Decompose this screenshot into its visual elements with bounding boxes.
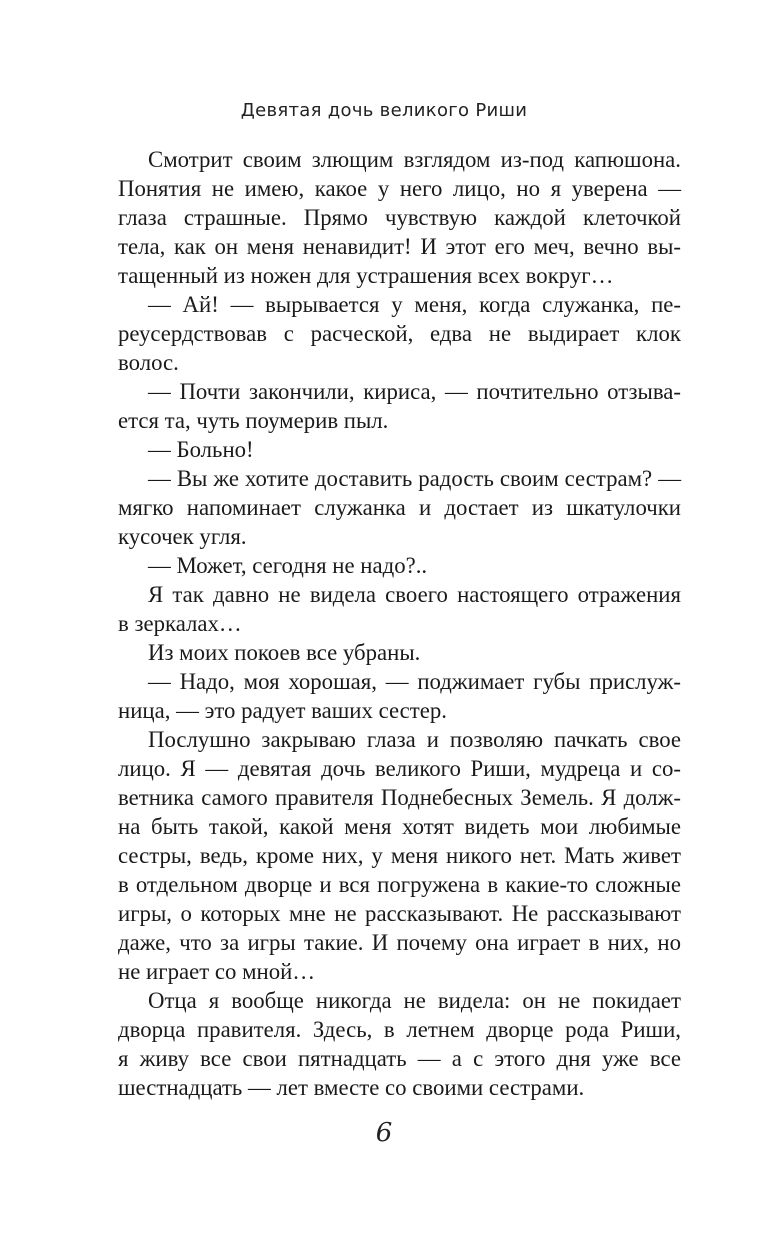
text-line: ветника самого правителя Поднебесных Земель. Я долж- [118,785,681,810]
paragraph [118,464,681,551]
text-line: — Ай! — вырывается у меня, когда служанка, пе- [148,292,681,317]
paragraph [118,580,681,638]
text-line: Смотрит своим злющим взглядом из-под капюшона. [148,147,681,172]
text-line: Из моих покоев все убраны. [148,640,421,665]
text-line: не играет со мной… [118,959,316,984]
text-line: ница, — это радует ваших сестер. [118,698,447,723]
text-line: волос. [118,350,179,375]
text-line: в зеркалах… [118,611,242,636]
paragraph [118,667,681,725]
paragraph [118,435,681,464]
text-line: ется та, чуть поумерив пыл. [118,408,389,433]
text-line: — Может, сегодня не надо?.. [148,553,428,578]
text-line: — Больно! [148,437,254,462]
text-line: Послушно закрываю глаза и позволяю пачкать свое [148,727,681,752]
paragraph [118,638,681,667]
running-header: Девятая дочь великого Риши [240,100,528,121]
paragraph [118,986,681,1102]
paragraph [118,290,681,377]
text-line: Понятия не имею, какое у него лицо, но я уверена — [118,176,681,201]
paragraph [118,725,681,986]
body-text [118,145,681,1102]
text-line: — Вы же хотите доставить радость своим сестрам? — [148,466,681,491]
text-line: реусердствовав с расческой, едва не выдирает клок [118,321,681,346]
text-line: игры, о которых мне не рассказывают. Не рассказывают [118,901,681,926]
text-line: я живу все свои пятнадцать — а с этого дня уже все [118,1046,681,1071]
text-line: Отца я вообще никогда не видела: он не покидает [148,988,681,1013]
text-line: тащенный из ножен для устрашения всех вокруг… [118,263,614,288]
page-number: 6 [375,1118,393,1148]
text-line: тела, как он меня ненавидит! И этот его меч, вечно вы- [118,234,681,259]
text-line: мягко напоминает служанка и достает из шкатулочки [118,495,681,520]
text-line: сестры, ведь, кроме них, у меня никого нет. Мать живет [118,843,681,868]
paragraph [118,551,681,580]
text-line: Я так давно не видела своего настоящего отражения [148,582,681,607]
text-line: — Почти закончили, кириса, — почтительно отзыва- [148,379,681,404]
text-line: шестнадцать — лет вместе со своими сестрами. [118,1075,585,1100]
text-line: глаза страшные. Прямо чувствую каждой клеточкой [118,205,681,230]
text-line: лицо. Я — девятая дочь великого Риши, мудреца и со- [118,756,681,781]
text-line: в отдельном дворце и вся погружена в какие-то сложные [118,872,681,897]
text-line: кусочек угля. [118,524,247,549]
text-line: дворца правителя. Здесь, в летнем дворце рода Риши, [118,1017,681,1042]
paragraph [118,145,681,290]
text-line: даже, что за игры такие. И почему она играет в них, но [118,930,681,955]
text-line: на быть такой, какой меня хотят видеть мои любимые [118,814,681,839]
paragraph [118,377,681,435]
text-line: — Надо, моя хорошая, — поджимает губы прислуж- [148,669,681,694]
